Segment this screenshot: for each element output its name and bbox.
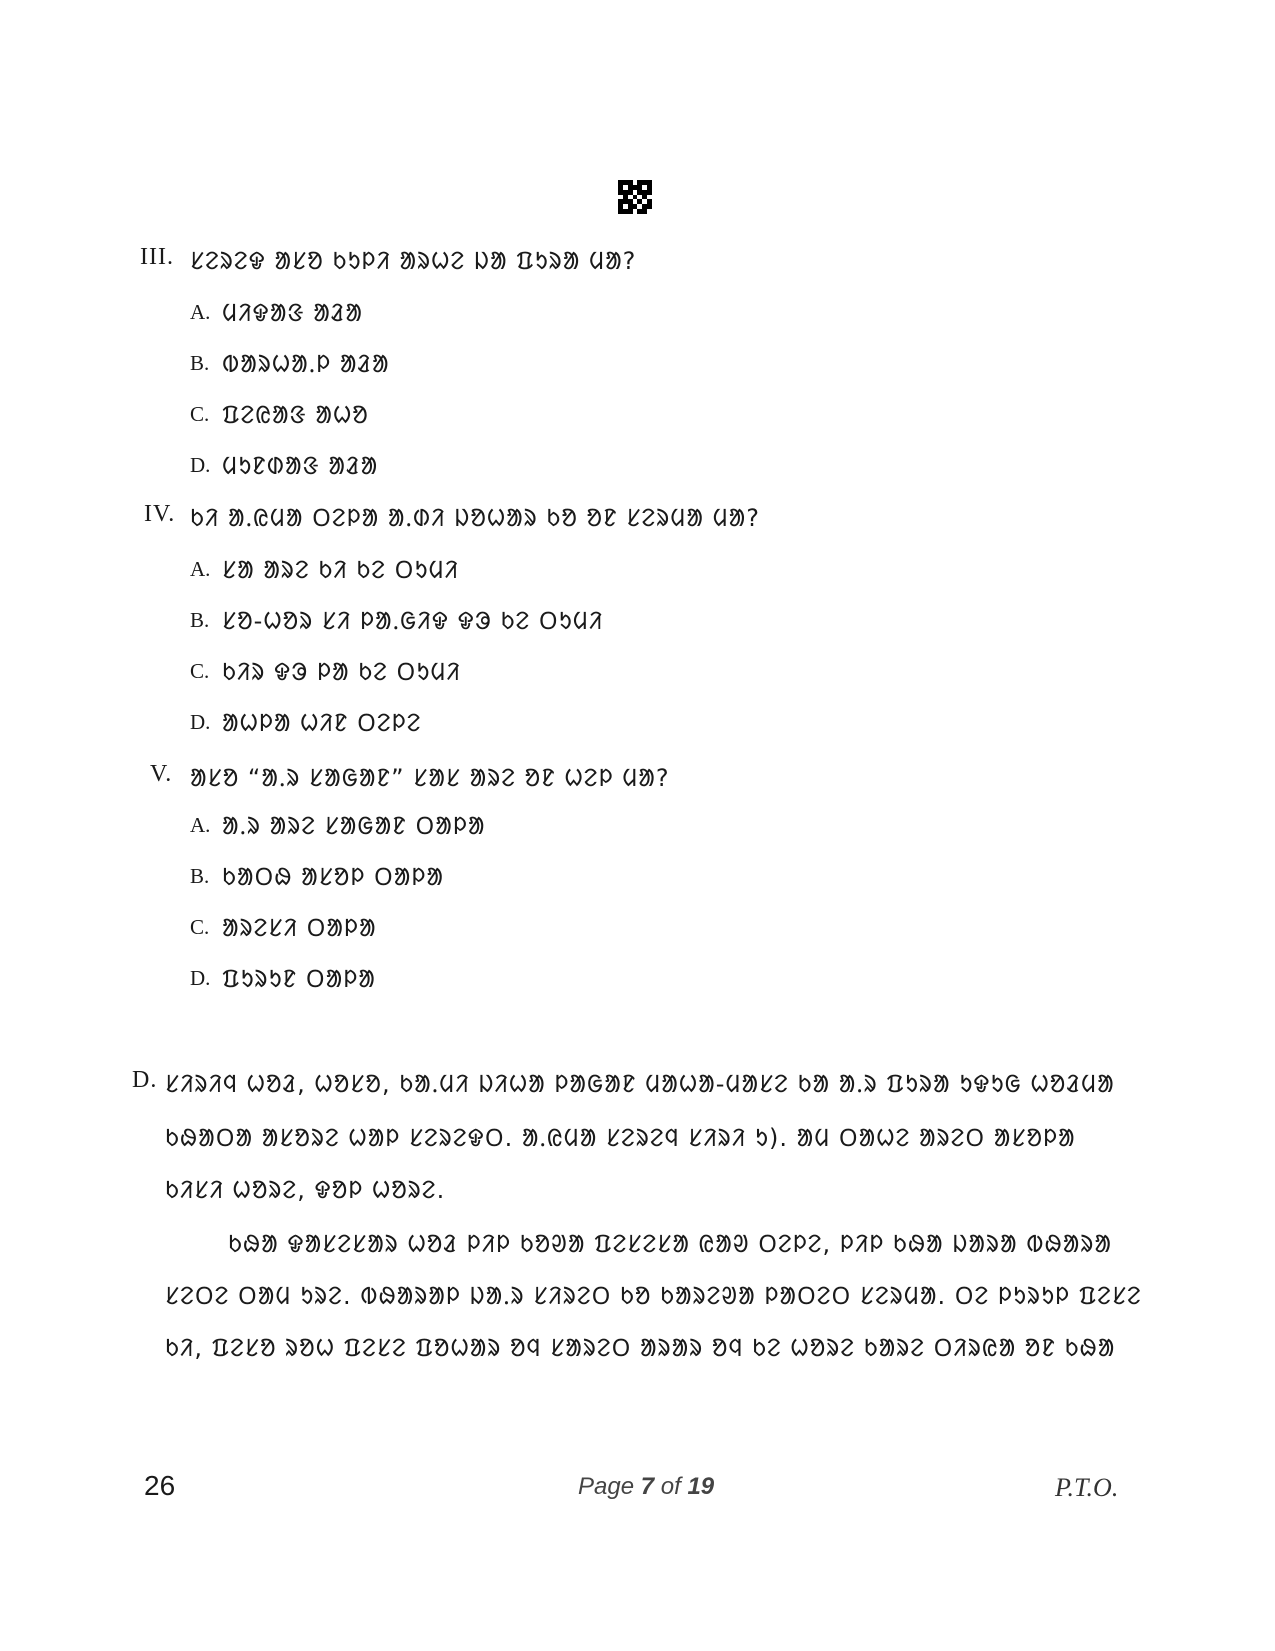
page-of: of (660, 1473, 681, 1500)
option-letter: D. (190, 453, 211, 477)
section-line: ᱥᱤᱨᱤᱧ ᱦᱚᱲ, ᱦᱚᱥᱚ, ᱠᱟᱹᱢᱤ ᱡᱤᱦᱟ ᱞᱟᱜᱟᱱ ᱢᱟᱦᱟ-ᱢᱟᱥᱮ ᱠᱟ ᱟᱹᱨ ᱯᱩᱨᱟ ᱩᱫᱩᱜ ᱦᱚᱲᱢᱟ (165, 1070, 1115, 1098)
option-letter: C. (190, 402, 210, 426)
option-text: ᱥᱟ ᱟᱨᱮ ᱠᱤ ᱠᱮ ᱛᱩᱢᱤ (222, 556, 460, 584)
page-prefix: Page (578, 1473, 635, 1500)
option-letter: B. (190, 351, 210, 375)
section-line: ᱠᱷᱟᱛᱟ ᱟᱥᱚᱨᱮ ᱦᱟᱞ ᱥᱮᱨᱮᱫᱛ. ᱟᱹᱭᱢᱟ ᱥᱮᱨᱮᱧ ᱥᱤᱨᱤ ᱩ). ᱟᱢ ᱛᱟᱦᱮ ᱟᱨᱮᱛ ᱟᱥᱚᱞᱟ (165, 1124, 1076, 1152)
option-letter: A. (190, 300, 211, 324)
page-indicator (578, 1473, 714, 1501)
option-text: ᱥᱚ-ᱦᱚᱨ ᱥᱤ ᱞᱟᱹᱜᱤᱫ ᱫᱳ ᱠᱮ ᱛᱩᱢᱤ (222, 607, 604, 635)
option-letter: B. (190, 864, 210, 888)
option-text: ᱢᱤᱫᱟᱝ ᱟᱲᱟ (222, 299, 364, 327)
question-number: III. (140, 244, 174, 270)
option-text: ᱟᱹᱨ ᱟᱨᱮ ᱥᱟᱜᱟᱱ ᱛᱟᱞᱟ (222, 812, 486, 840)
paragraph-line: ᱠᱤ, ᱯᱮᱥᱚ ᱨᱚᱦ ᱯᱮᱥᱮ ᱯᱚᱦᱟᱨ ᱚᱧ ᱥᱟᱨᱮᱛ ᱟᱨᱟᱨ ᱚᱧ ᱠᱮ ᱦᱚᱨᱮ ᱠᱟᱨᱮ ᱛᱤᱨᱭᱟ ᱚᱱ ᱠᱷᱟ (165, 1334, 1116, 1362)
paper-code: 26 (144, 1470, 176, 1501)
option-text: ᱠᱤᱨ ᱫᱳ ᱞᱟ ᱠᱮ ᱛᱩᱢᱤ (222, 658, 461, 686)
option-text: ᱟᱦᱞᱟ ᱦᱤᱱ ᱛᱮᱞᱮ (222, 709, 422, 737)
pto-label: P.T.O. (1055, 1473, 1119, 1502)
option-letter: C. (190, 659, 210, 683)
question-text: ᱥᱮᱨᱮᱫ ᱟᱥᱚ ᱠᱩᱞᱤ ᱟᱨᱦᱮ ᱡᱟ ᱯᱩᱨᱟ ᱢᱟ? (190, 247, 637, 275)
option-text: ᱟᱨᱮᱥᱤ ᱛᱟᱞᱟ (222, 914, 377, 942)
option-letter: A. (190, 557, 211, 581)
option-text: ᱯᱩᱨᱩᱱ ᱛᱟᱞᱟ (222, 965, 376, 993)
option-letter: D. (190, 710, 211, 734)
option-letter: B. (190, 608, 210, 632)
option-letter: C. (190, 915, 210, 939)
qr-code (618, 180, 652, 214)
question-number: IV. (144, 501, 176, 527)
section-label: D. (132, 1067, 158, 1093)
option-letter: A. (190, 813, 211, 837)
option-text: ᱯᱮᱭᱟᱝ ᱟᱦᱚ (222, 401, 369, 429)
option-text: ᱵᱟᱨᱦᱟᱹᱞ ᱟᱲᱟ (222, 350, 390, 378)
option-letter: D. (190, 966, 211, 990)
paragraph-line: ᱠᱷᱟ ᱫᱟᱥᱮᱥᱟᱨ ᱦᱚᱲ ᱞᱤᱞ ᱠᱚᱣᱟ ᱯᱮᱥᱮᱥᱟ ᱭᱟᱣ ᱛᱮᱞᱮ, ᱞᱤᱞ ᱠᱷᱟ ᱡᱟᱨᱟ ᱵᱷᱟᱨᱟ (228, 1230, 1112, 1258)
section-line: ᱠᱤᱥᱤ ᱦᱚᱨᱮ, ᱫᱚᱞ ᱦᱚᱨᱮ. (165, 1176, 446, 1204)
option-text: ᱠᱟᱛᱷ ᱟᱥᱚᱞ ᱛᱟᱞᱟ (222, 863, 445, 891)
question-text: ᱟᱥᱚ “ᱟᱹᱨ ᱥᱟᱜᱟᱱ” ᱥᱟᱥ ᱟᱨᱮ ᱚᱱ ᱦᱮᱞ ᱢᱟ? (190, 764, 670, 792)
page-total: 19 (687, 1473, 715, 1500)
page-current: 7 (640, 1473, 655, 1500)
paragraph-line: ᱥᱮᱛᱮ ᱛᱟᱢ ᱩᱨᱮ. ᱵᱷᱟᱨᱟᱞ ᱡᱟᱹᱨ ᱥᱤᱨᱮᱛ ᱠᱚ ᱠᱟᱨᱮᱣᱟ ᱞᱟᱛᱮᱛ ᱥᱮᱨᱢᱟ. ᱛᱮ ᱞᱩᱨᱩᱞ ᱯᱮᱥᱮ (165, 1282, 1142, 1310)
question-number: V. (150, 761, 173, 787)
option-text: ᱢᱩᱱᱰᱟᱝ ᱟᱲᱟ (222, 452, 379, 480)
question-text: ᱠᱤ ᱟᱹᱭᱢᱟ ᱛᱮᱞᱟ ᱟᱹᱰᱤ ᱡᱚᱦᱟᱨ ᱠᱚ ᱚᱱ ᱥᱮᱨᱢᱟ ᱢᱟ? (190, 504, 761, 532)
